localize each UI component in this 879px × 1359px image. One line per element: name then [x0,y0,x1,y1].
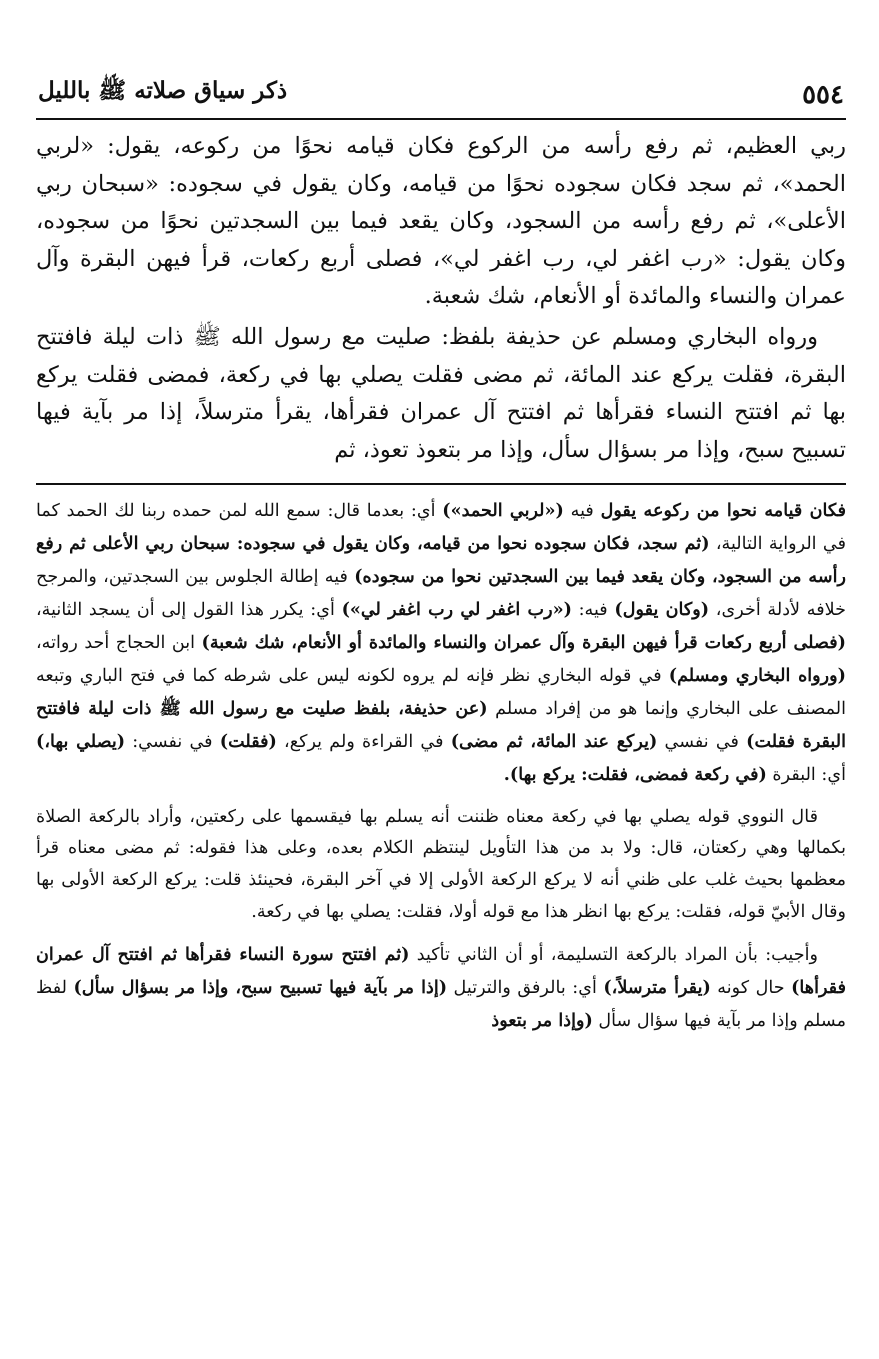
commentary-text: ابن الحجاج أحد رواته، [36,632,202,653]
quoted-text: (يقرأ مترسلاً،) [603,977,711,999]
commentary-text: في القراءة ولم يركع، [276,731,451,752]
quoted-text: (يصلي بها،) [36,730,126,752]
commentary-paragraph [36,939,846,1038]
footnote-divider [36,483,846,485]
commentary-text: فيه إطالة الجلوس بين السجدتين، والمرجح خلافه لأدلة أخرى، [36,567,847,621]
quoted-text: (ثم سجد، فكان سجوده نحوا من قيامه، وكان يقول في سجوده: سبحان ربي الأعلى ثم رفع رأسه من السجود، وكان يقعد فيما بين السجدتين نحوا من سجوده) [36,533,846,588]
commentary-text: أي: البقرة [766,764,846,785]
running-title: ذكر سياق صلاته ﷺ بالليل [38,77,288,104]
commentary-text: في نفسي [657,731,747,752]
quoted-text: (فصلى أربع ركعات قرأ فيهن البقرة وآل عمران والنساء والمائدة أو الأنعام، شك شعبة) [201,631,846,653]
quoted-text: («رب اغفر لي رب اغفر لي») [341,599,572,621]
book-page [36,70,846,1038]
commentary-text: وأجيب: بأن المراد بالركعة التسليمة، أو أن الثاني تأكيد [409,945,818,966]
commentary-text: في نفسي: [125,731,220,752]
page-header [36,70,846,120]
commentary-text: حال كونه [710,978,792,999]
quoted-text: (وإذا مر بتعوذ [491,1009,593,1031]
quoted-text: (ثم افتتح سورة النساء فقرأها ثم افتتح آل عمران فقرأها) [36,944,846,999]
commentary [36,495,846,1038]
quoted-text: (وكان يقول) [614,599,710,621]
commentary-text: فيه: [571,600,615,621]
quoted-text: فكان قيامه نحوا من ركوعه يقول [600,500,847,522]
commentary-text: في قوله البخاري نظر فإنه لم يروه لكونه ليس على شرطه كما في فتح الباري وتبعه المصنف على البخاري وإنما هو من إفراد مسلم [36,665,846,719]
main-paragraph: ورواه البخاري ومسلم عن حذيفة بلفظ: صليت مع رسول الله ﷺ ذات ليلة فافتتح البقرة، فقلت يركع عند المائة، ثم مضى فقلت يصلي بها في ركعة، فمضى فقلت يركع بها ثم افتتح النساء فقرأها ثم افتتح آل عمران فقرأها، يقرأ مترسلاً، إذا مر بآية فيها تسبيح سبح، وإذا مر بسؤال سأل، وإذا مر بتعوذ تعوذ، ثم [36,323,846,463]
commentary-text: فيه [563,501,601,522]
commentary-text: أي: بعدما قال: سمع الله لمن حمده ربنا لك الحمد كما في الرواية التالية، [36,501,846,555]
quoted-text: (في ركعة فمضى، فقلت: يركع بها). [503,763,767,785]
commentary-text: أي: يكرر هذا القول إلى أن يسجد الثانية، [36,600,342,621]
commentary-text: لفظ مسلم وإذا مر بآية فيها سؤال سأل [36,978,846,1031]
quoted-text: (عن حذيفة، بلفظ صليت مع رسول الله ﷺ ذات ليلة فافتتح البقرة فقلت) [36,697,846,752]
commentary-paragraph [36,495,846,791]
quoted-text: (فقلت) [219,730,277,752]
quoted-text: (ورواه البخاري ومسلم) [668,664,846,686]
commentary-paragraph: قال النووي قوله يصلي بها في ركعة معناه ظننت أنه يسلم بها فيقسمها على ركعتين، وأراد بالركعة الصلاة بكمالها وهي ركعتان، قال: ولا بد من هذا التأويل لينتظم الكلام بعده، وعلى هذا فقوله: ثم مضى معناه قرأ معظمها بحيث غلب على ظني أنه لا يركع الركعة الأولى إلا في آخر البقرة، فحينئذ قلت: يركع الركعة الأولى بها وقال الأبيّ قوله، فقلت: يركع بها انظر هذا مع قوله أولا، فقلت: يصلي بها في ركعة. [36,806,846,923]
quoted-text: («لربي الحمد») [442,500,564,522]
main-paragraph: ربي العظيم، ثم رفع رأسه من الركوع فكان قيامه نحوًا من ركوعه، يقول: «لربي الحمد»، ثم سجد فكان سجوده نحوًا من قيامه، وكان يقول في سجوده: «سبحان ربي الأعلى»، ثم رفع رأسه من السجود، وكان يقعد فيما بين السجدتين نحوًا من سجوده، وكان يقول: «رب اغفر لي، رب اغفر لي»، فصلى أربع ركعات، قرأ فيهن البقرة وآل عمران والنساء والمائدة أو الأنعام، شك شعبة. [36,133,846,310]
commentary-text: أي: بالرفق والترتيل [447,978,604,999]
main-text [36,128,846,469]
quoted-text: (إذا مر بآية فيها تسبيح سبح، وإذا مر بسؤال سأل) [73,977,448,999]
quoted-text: (يركع عند المائة، ثم مضى) [450,730,658,752]
page-number: ٥٥٤ [802,80,844,110]
